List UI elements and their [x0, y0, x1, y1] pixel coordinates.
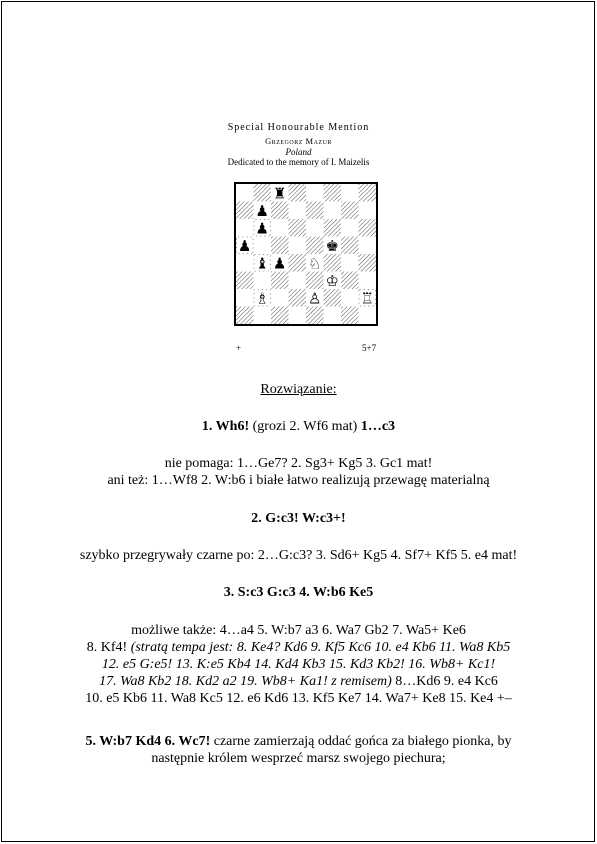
dark-square: [289, 289, 307, 307]
dark-square: [341, 237, 359, 255]
white-piece-icon: ♔: [325, 271, 339, 290]
piece-count: 5+7: [362, 343, 377, 353]
move-4-text: 5. W:b7 Kd4 6. Wc7!: [85, 734, 211, 749]
light-square: [271, 289, 289, 307]
variation-note-cont: 12. e5 G:e5! 13. K:e5 Kb4 14. Kd4 Kb3 15. Kd3 Kb2! 16. Wb8+ Kc1!: [101, 657, 496, 672]
dark-square: [289, 254, 307, 272]
move-2: [0, 510, 597, 527]
dark-square: [359, 184, 377, 202]
move-1: [0, 418, 597, 435]
key-move: 1. Wh6!: [201, 419, 250, 434]
black-piece-icon: ♜: [273, 184, 287, 203]
black-piece-icon: ♟: [255, 201, 269, 220]
variation-line-3: [0, 656, 597, 673]
black-piece-icon: ♟: [238, 236, 252, 255]
dark-square: [306, 237, 324, 255]
white-piece-icon: ♗: [255, 289, 269, 308]
dark-square: [289, 184, 307, 202]
variation-line-1: możliwe także: 4…a4 5. W:b7 a3 6. Wa7 Gb2 7. Wa5+ Ke6: [131, 623, 466, 638]
light-square: [324, 202, 342, 220]
black-piece-icon: ♚: [325, 236, 339, 255]
light-square: [236, 289, 254, 307]
dark-square: [236, 202, 254, 220]
black-piece-icon: ♟: [255, 219, 269, 238]
black-piece-icon: ♟: [273, 254, 287, 273]
variation-line-2: [0, 639, 597, 656]
try-line-1: nie pomaga: 1…Ge7? 2. Sg3+ Kg5 3. Gc1 mat!: [164, 456, 433, 471]
dark-square: [341, 307, 359, 325]
move-4-comment: czarne zamierzają oddać gońca za białego pionka, by: [210, 734, 512, 749]
author-country: Poland: [285, 147, 312, 157]
dedication: Dedicated to the memory of I. Maizelis: [227, 157, 370, 167]
dark-square: [236, 307, 254, 325]
chess-diagram: [234, 182, 378, 326]
light-square: [306, 219, 324, 237]
solution-heading: Rozwiązanie:: [260, 382, 337, 397]
light-square: [236, 184, 254, 202]
light-square: [359, 237, 377, 255]
light-square: [236, 254, 254, 272]
white-piece-icon: ♘: [308, 254, 322, 273]
light-square: [359, 202, 377, 220]
dark-square: [306, 272, 324, 290]
variation-line-5: 10. e5 Kb6 11. Wa8 Kc5 12. e6 Kd6 13. Kf5 Ke7 14. Wa7+ Ke8 15. Ke4 +–: [85, 691, 512, 706]
move-3-text: 3. S:c3 G:c3 4. W:b6 Ke5: [223, 585, 374, 600]
white-piece-icon: ♙: [308, 289, 322, 308]
dark-square: [289, 219, 307, 237]
dark-square: [324, 289, 342, 307]
light-square: [306, 184, 324, 202]
dark-square: [359, 254, 377, 272]
black-reply: 1…c3: [360, 419, 396, 434]
variation-move: 8. Kf4!: [86, 640, 131, 655]
light-square: [254, 237, 272, 255]
light-square: [341, 219, 359, 237]
try-line-3: szybko przegrywały czarne po: 2…G:c3? 3. Sd6+ Kg5 4. Sf7+ Kf5 5. e4 mat!: [79, 548, 518, 563]
move-4-comment-cont: następnie królem wesprzeć marsz swojego piechura;: [151, 751, 446, 766]
light-square: [359, 307, 377, 325]
light-square: [324, 307, 342, 325]
move-3: [0, 584, 597, 601]
light-square: [341, 289, 359, 307]
light-square: [254, 307, 272, 325]
move-2-text: 2. G:c3! W:c3+!: [251, 511, 346, 526]
dark-square: [306, 202, 324, 220]
dark-square: [341, 202, 359, 220]
light-square: [289, 307, 307, 325]
variation-note-end: 17. Wa8 Kb2 18. Kd2 a2 19. Wb8+ Ka1! z remisem): [99, 674, 392, 689]
dark-square: [324, 254, 342, 272]
try-line-2: ani też: 1…Wf8 2. W:b6 i białe łatwo realizują przewagę materialną: [107, 473, 490, 488]
dark-square: [324, 184, 342, 202]
dark-square: [271, 202, 289, 220]
variation-line-4: [0, 673, 597, 690]
chess-board: [236, 184, 376, 324]
variation-resume: 8…Kd6 9. e4 Kc6: [391, 674, 498, 689]
dark-square: [306, 307, 324, 325]
light-square: [341, 254, 359, 272]
dark-square: [341, 272, 359, 290]
dark-square: [254, 184, 272, 202]
light-square: [341, 184, 359, 202]
dark-square: [271, 237, 289, 255]
black-piece-icon: ♝: [255, 254, 269, 273]
award-title: Special Honourable Mention: [227, 122, 370, 133]
light-square: [289, 237, 307, 255]
variation-note: (stratą tempa jest: 8. Ke4? Kd6 9. Kf5 Kc6 10. e4 Kb6 11. Wa8 Kb5: [130, 640, 511, 655]
stipulation: +: [236, 343, 242, 353]
dark-square: [359, 219, 377, 237]
dark-square: [324, 219, 342, 237]
dark-square: [271, 272, 289, 290]
light-square: [271, 219, 289, 237]
threat-text: (grozi 2. Wf6 mat): [249, 419, 361, 434]
move-4: [0, 733, 597, 750]
author-name: Grzegorz Mazur: [265, 136, 332, 146]
dark-square: [236, 272, 254, 290]
light-square: [236, 219, 254, 237]
light-square: [289, 202, 307, 220]
white-piece-icon: ♖: [360, 289, 374, 308]
light-square: [359, 272, 377, 290]
dark-square: [271, 307, 289, 325]
light-square: [289, 272, 307, 290]
light-square: [254, 272, 272, 290]
